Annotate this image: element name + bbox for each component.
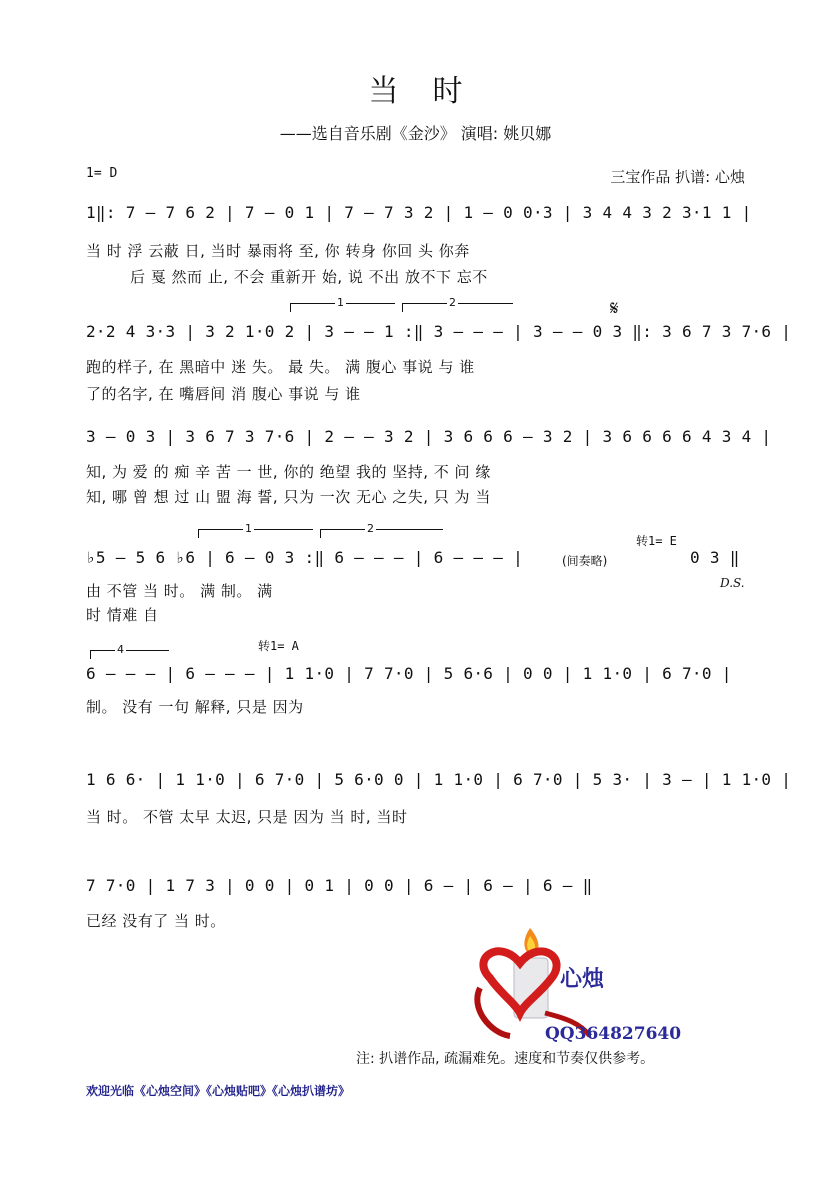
volta-first-ending: 1 [198, 529, 313, 538]
qq-number: QQ364827640 [545, 1024, 682, 1044]
lyric-row-2-verse-1: 跑的样子, 在 黑暗中 迷 失。 最 失。 满 腹心 事说 与 谁 [86, 358, 475, 376]
lyric-row-3-verse-2: 知, 哪 曾 想 过 山 盟 海 誓, 只为 一次 无心 之失, 只 为 当 [86, 488, 491, 506]
transcription-note: 注: 扒谱作品, 疏漏难免。速度和节奏仅供参考。 [356, 1051, 655, 1067]
lyric-row-1-verse-2: 后 戛 然而 止, 不会 重新开 始, 说 不出 放不下 忘不 [130, 268, 488, 286]
volta-second-ending: 2 [320, 529, 443, 538]
key-change: 转1= E [636, 534, 677, 548]
volta-fourth-ending: 4 [90, 650, 169, 659]
lyric-row-5: 制。 没有 一句 解释, 只是 因为 [86, 698, 304, 716]
logo-text: 心烛 [560, 967, 605, 992]
staff-row-3: 3 – 0 3 | 3 6 7 3 7·6 | 2 – – 3 2 | 3 6 6 6 – 3 2 | 3 6 6 6 6 4 3 4 | [86, 427, 772, 446]
staff-row-7: 7 7·0 | 1 7 3 | 0 0 | 0 1 | 0 0 | 6 – | 6 – | 6 – ‖ [86, 876, 593, 895]
key-change: 转1= A [258, 639, 299, 653]
lyric-row-4-verse-2: 时 情难 自 [86, 606, 159, 624]
lyric-row-4-verse-1: 由 不管 当 时。 满 制。 满 [86, 582, 273, 600]
segno-icon: 𝄋 [610, 296, 619, 320]
subtitle: ——选自音乐剧《金沙》 演唱: 姚贝娜 [279, 124, 552, 143]
staff-row-6: 1 6 6· | 1 1·0 | 6 7·0 | 5 6·0 0 | 1 1·0 | 6 7·0 | 5 3· | 3 – | 1 1·0 | [86, 770, 792, 789]
lyric-row-2-verse-2: 了的名字, 在 嘴唇间 消 腹心 事说 与 谁 [86, 385, 361, 403]
staff-row-2: 2·2 4 3·3 | 3 2 1·0 2 | 3 – – 1 :‖ 3 – – – | 3 – – 0 3 ‖: 3 6 7 3 7·6 | [86, 322, 792, 341]
lyric-row-1-verse-1: 当 时 浮 云蔽 日, 当时 暴雨将 至, 你 转身 你回 头 你奔 [86, 242, 470, 260]
staff-row-4-ending: 0 3 ‖ [690, 548, 740, 567]
staff-row-4: ♭5 – 5 6 ♭6 | 6 – 0 3 :‖ 6 – – – | 6 – – – | [86, 548, 524, 567]
footer-links: 欢迎光临《心烛空间》《心烛贴吧》《心烛扒谱坊》 [86, 1084, 351, 1098]
lyric-row-6: 当 时。 不管 太早 太迟, 只是 因为 当 时, 当时 [86, 808, 408, 826]
credit-line: 三宝作品 扒谱: 心烛 [610, 168, 745, 186]
interlude-note: (间奏略) [562, 554, 608, 568]
staff-row-5: 6 – – – | 6 – – – | 1 1·0 | 7 7·0 | 5 6·6 | 0 0 | 1 1·0 | 6 7·0 | [86, 664, 732, 683]
page-title: 当时 [368, 74, 497, 109]
staff-row-1: 1‖: 7 – 7 6 2 | 7 – 0 1 | 7 – 7 3 2 | 1 – 0 0·3 | 3 4 4 3 2 3·1 1 | [86, 203, 752, 222]
key-signature: 1= D [86, 166, 118, 181]
volta-second-ending: 2 [402, 303, 513, 312]
lyric-row-3-verse-1: 知, 为 爱 的 痴 辛 苦 一 世, 你的 绝望 我的 坚持, 不 问 缘 [86, 463, 491, 481]
lyric-row-7: 已经 没有了 当 时。 [86, 912, 226, 930]
volta-first-ending: 1 [290, 303, 395, 312]
dal-segno-mark: D.S. [720, 576, 745, 590]
